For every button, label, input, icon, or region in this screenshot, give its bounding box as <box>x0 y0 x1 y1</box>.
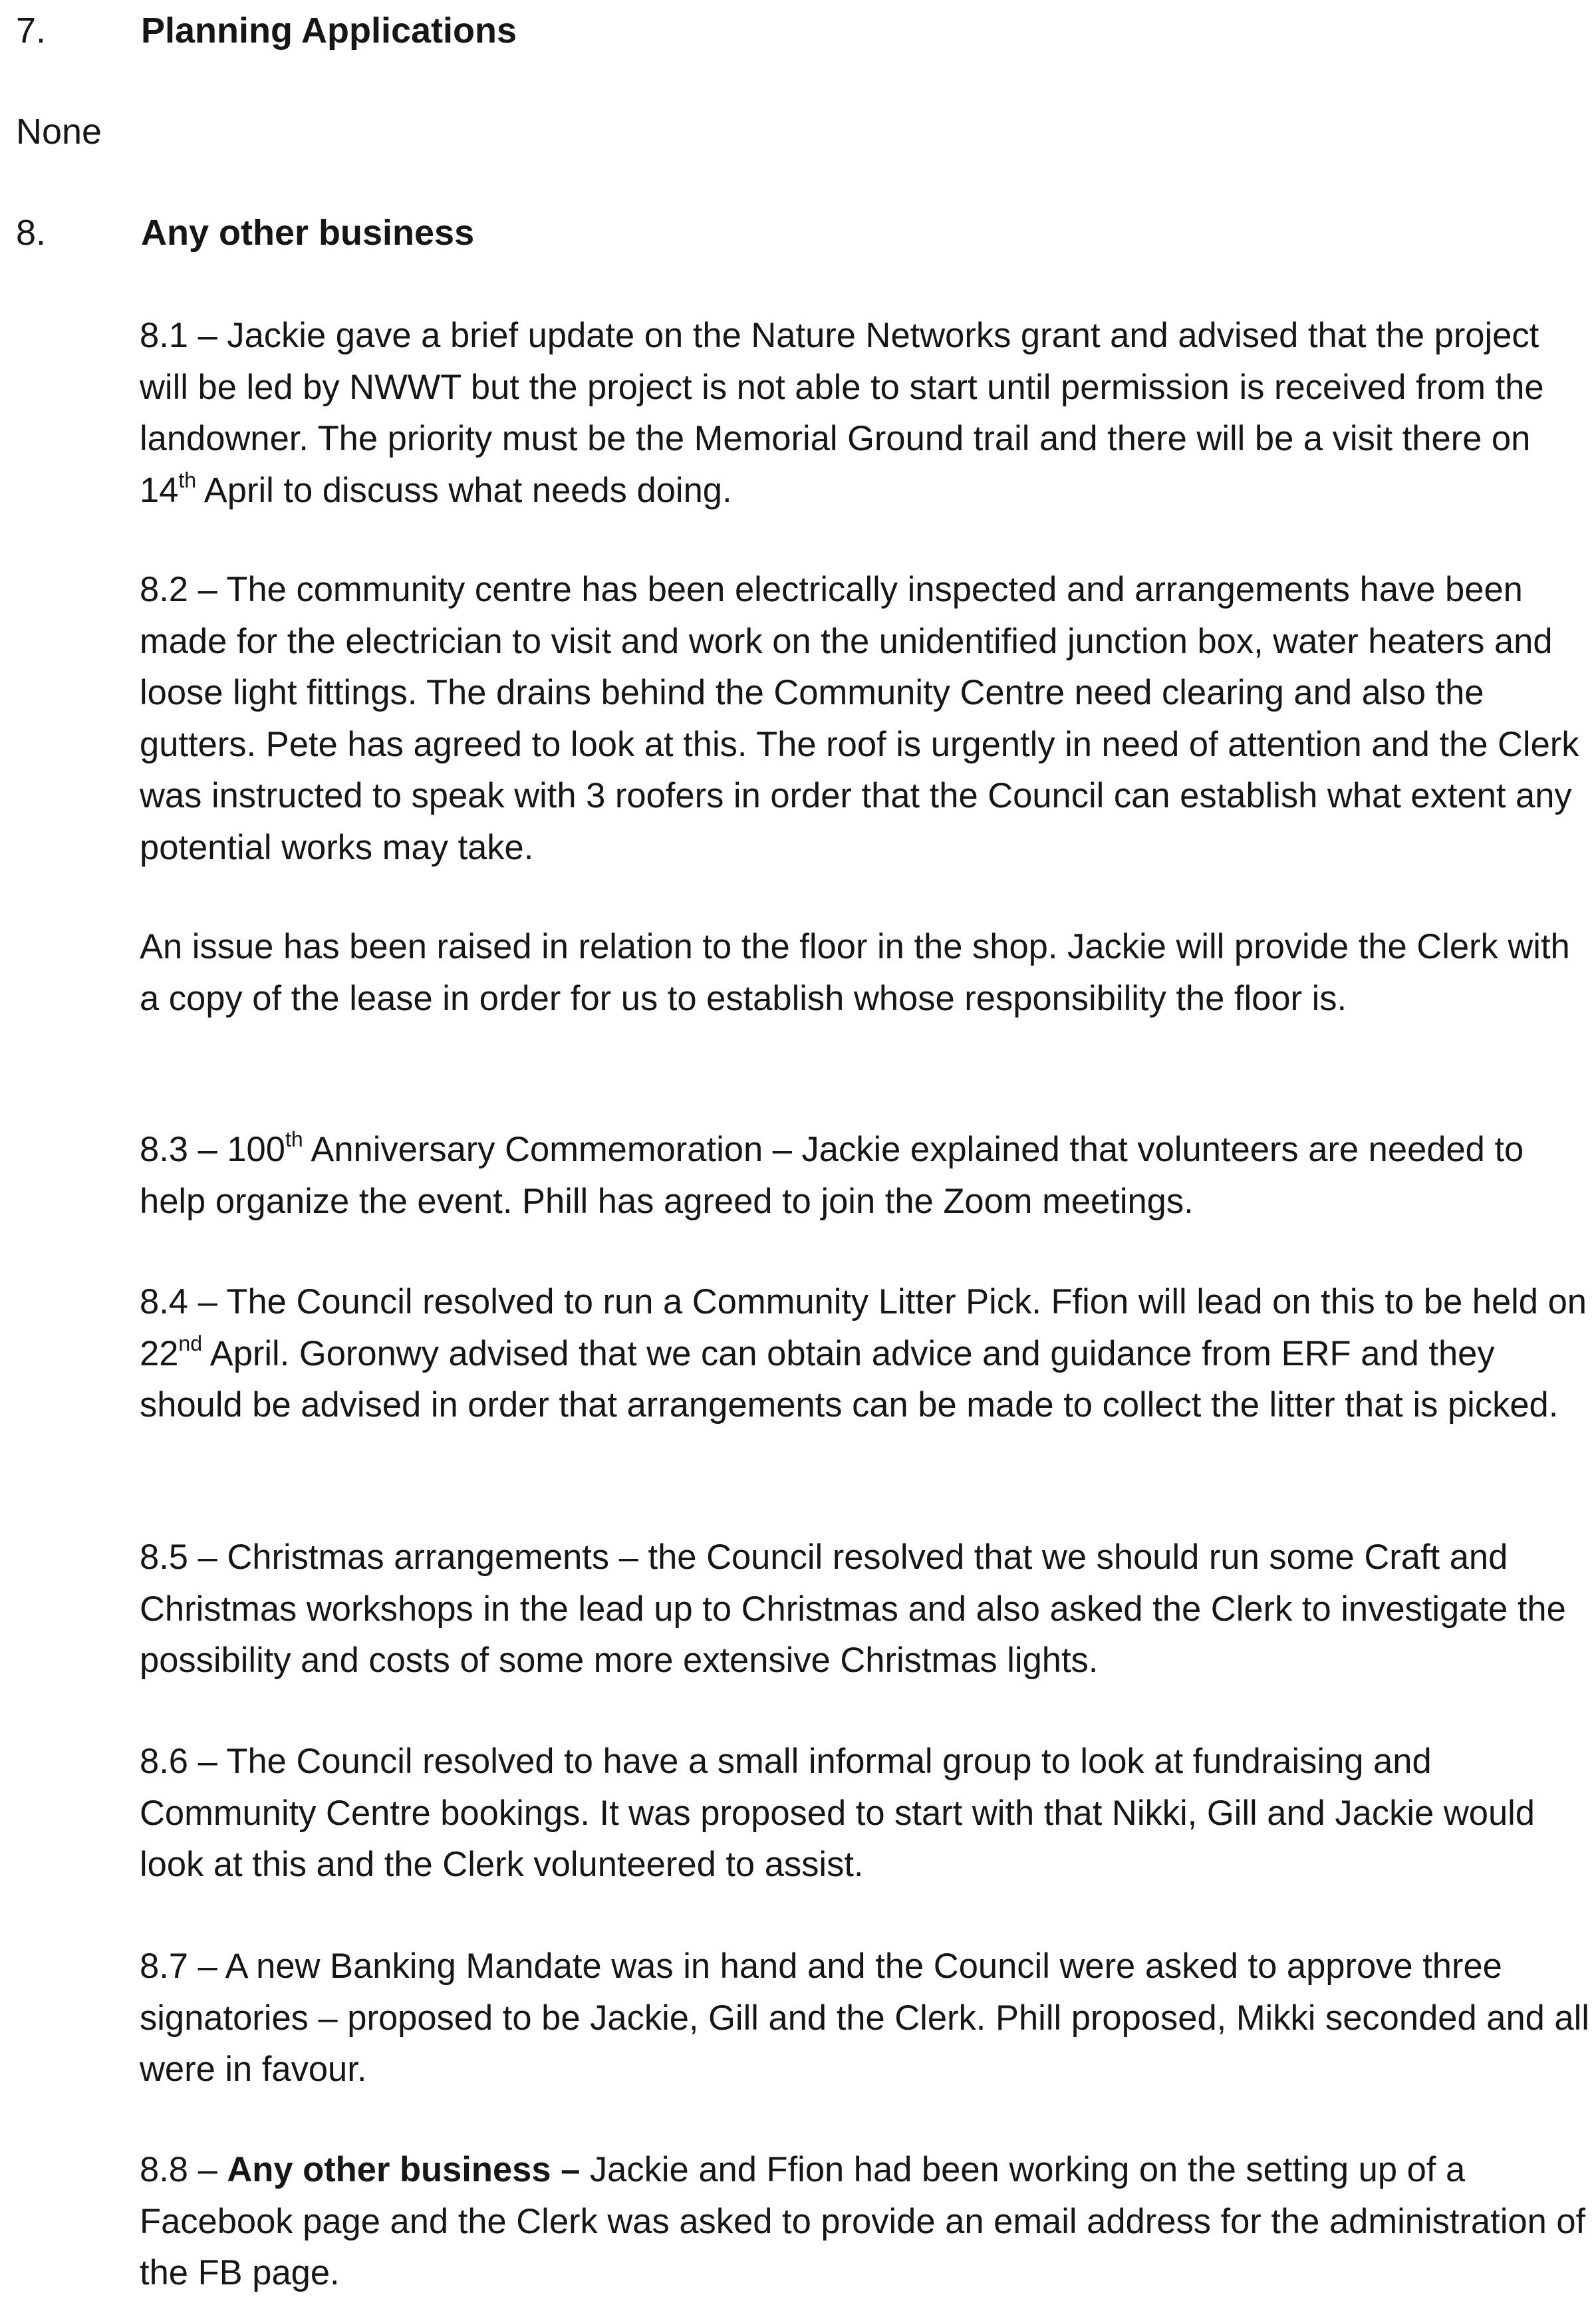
item-8-4-superscript: nd <box>178 1331 202 1355</box>
item-8-1 <box>140 310 1589 516</box>
section-7-title: Planning Applications <box>141 11 517 51</box>
item-8-8-bold-label: Any other business – <box>227 2150 581 2189</box>
section-7-number: 7. <box>16 11 47 51</box>
item-8-2: 8.2 – The community centre has been electrically inspected and arrangements have been made for the electrician to visit and work on the unidentified junction box, water heaters and loose light fittings. The drains behind the Community Centre need clearing and also the gutters. Pete has agreed to look at this. The roof is urgently in need of attention and the Clerk was instructed to speak with 3 roofers in order that the Council can establish what extent any potential works may take. <box>140 570 1579 867</box>
item-8-3-text: 8.3 – 100 <box>140 1130 285 1169</box>
item-8-6: 8.6 – The Council resolved to have a small informal group to look at fundraising and Community Centre bookings. It was proposed to start with that Nikki, Gill and Jackie would look at this and the Clerk volunteered to assist. <box>140 1742 1535 1884</box>
section-8-title: Any other business <box>141 213 475 253</box>
item-8-8 <box>140 2144 1589 2299</box>
section-8-heading <box>16 213 474 253</box>
item-8-8-text: Jackie and Ffion had been working on the setting up of a Facebook page and the Clerk was asked to provide an email address for the administration of the FB page. <box>140 2150 1586 2292</box>
item-8-3 <box>140 1124 1589 1227</box>
section-7-heading <box>16 11 517 51</box>
item-8-8-prefix: 8.8 – <box>140 2150 227 2189</box>
item-8-7: 8.7 – A new Banking Mandate was in hand and the Council were asked to approve three signatories – proposed to be Jackie, Gill and the Clerk. Phill proposed, Mikki seconded and all were in favour. <box>140 1947 1589 2089</box>
item-8-4-text-end: April. Goronwy advised that we can obtain advice and guidance from ERF and they should be advised in order that arrangements can be made to collect the litter that is picked. <box>140 1333 1559 1425</box>
item-8-3-text-end: Anniversary Commemoration – Jackie explained that volunteers are needed to help organize the event. Phill has agreed to join the Zoom meetings. <box>140 1130 1524 1221</box>
item-8-1-superscript: th <box>178 468 197 492</box>
item-8-4 <box>140 1276 1589 1431</box>
item-8-2-shop-floor: An issue has been raised in relation to the floor in the shop. Jackie will provide the Clerk with a copy of the lease in order for us to establish whose responsibility the floor is. <box>140 927 1570 1018</box>
item-8-3-superscript: th <box>285 1127 303 1151</box>
item-8-5: 8.5 – Christmas arrangements – the Council resolved that we should run some Craft and Christmas workshops in the lead up to Christmas and also asked the Clerk to investigate the possibility and costs of some more extensive Christmas lights. <box>140 1538 1566 1680</box>
section-8-number: 8. <box>16 213 47 253</box>
section-7-body: None <box>16 112 102 152</box>
item-8-1-text: 8.1 – Jackie gave a brief update on the Nature Networks grant and advised that the project will be led by NWWT but the project is not able to start until permission is received from the landowner. The priority must be the Memorial Ground trail and there will be a visit there on 14 <box>140 316 1544 510</box>
item-8-4-text: 8.4 – The Council resolved to run a Community Litter Pick. Ffion will lead on this to be held on 22 <box>140 1282 1587 1373</box>
item-8-1-text-end: April to discuss what needs doing. <box>196 470 732 510</box>
